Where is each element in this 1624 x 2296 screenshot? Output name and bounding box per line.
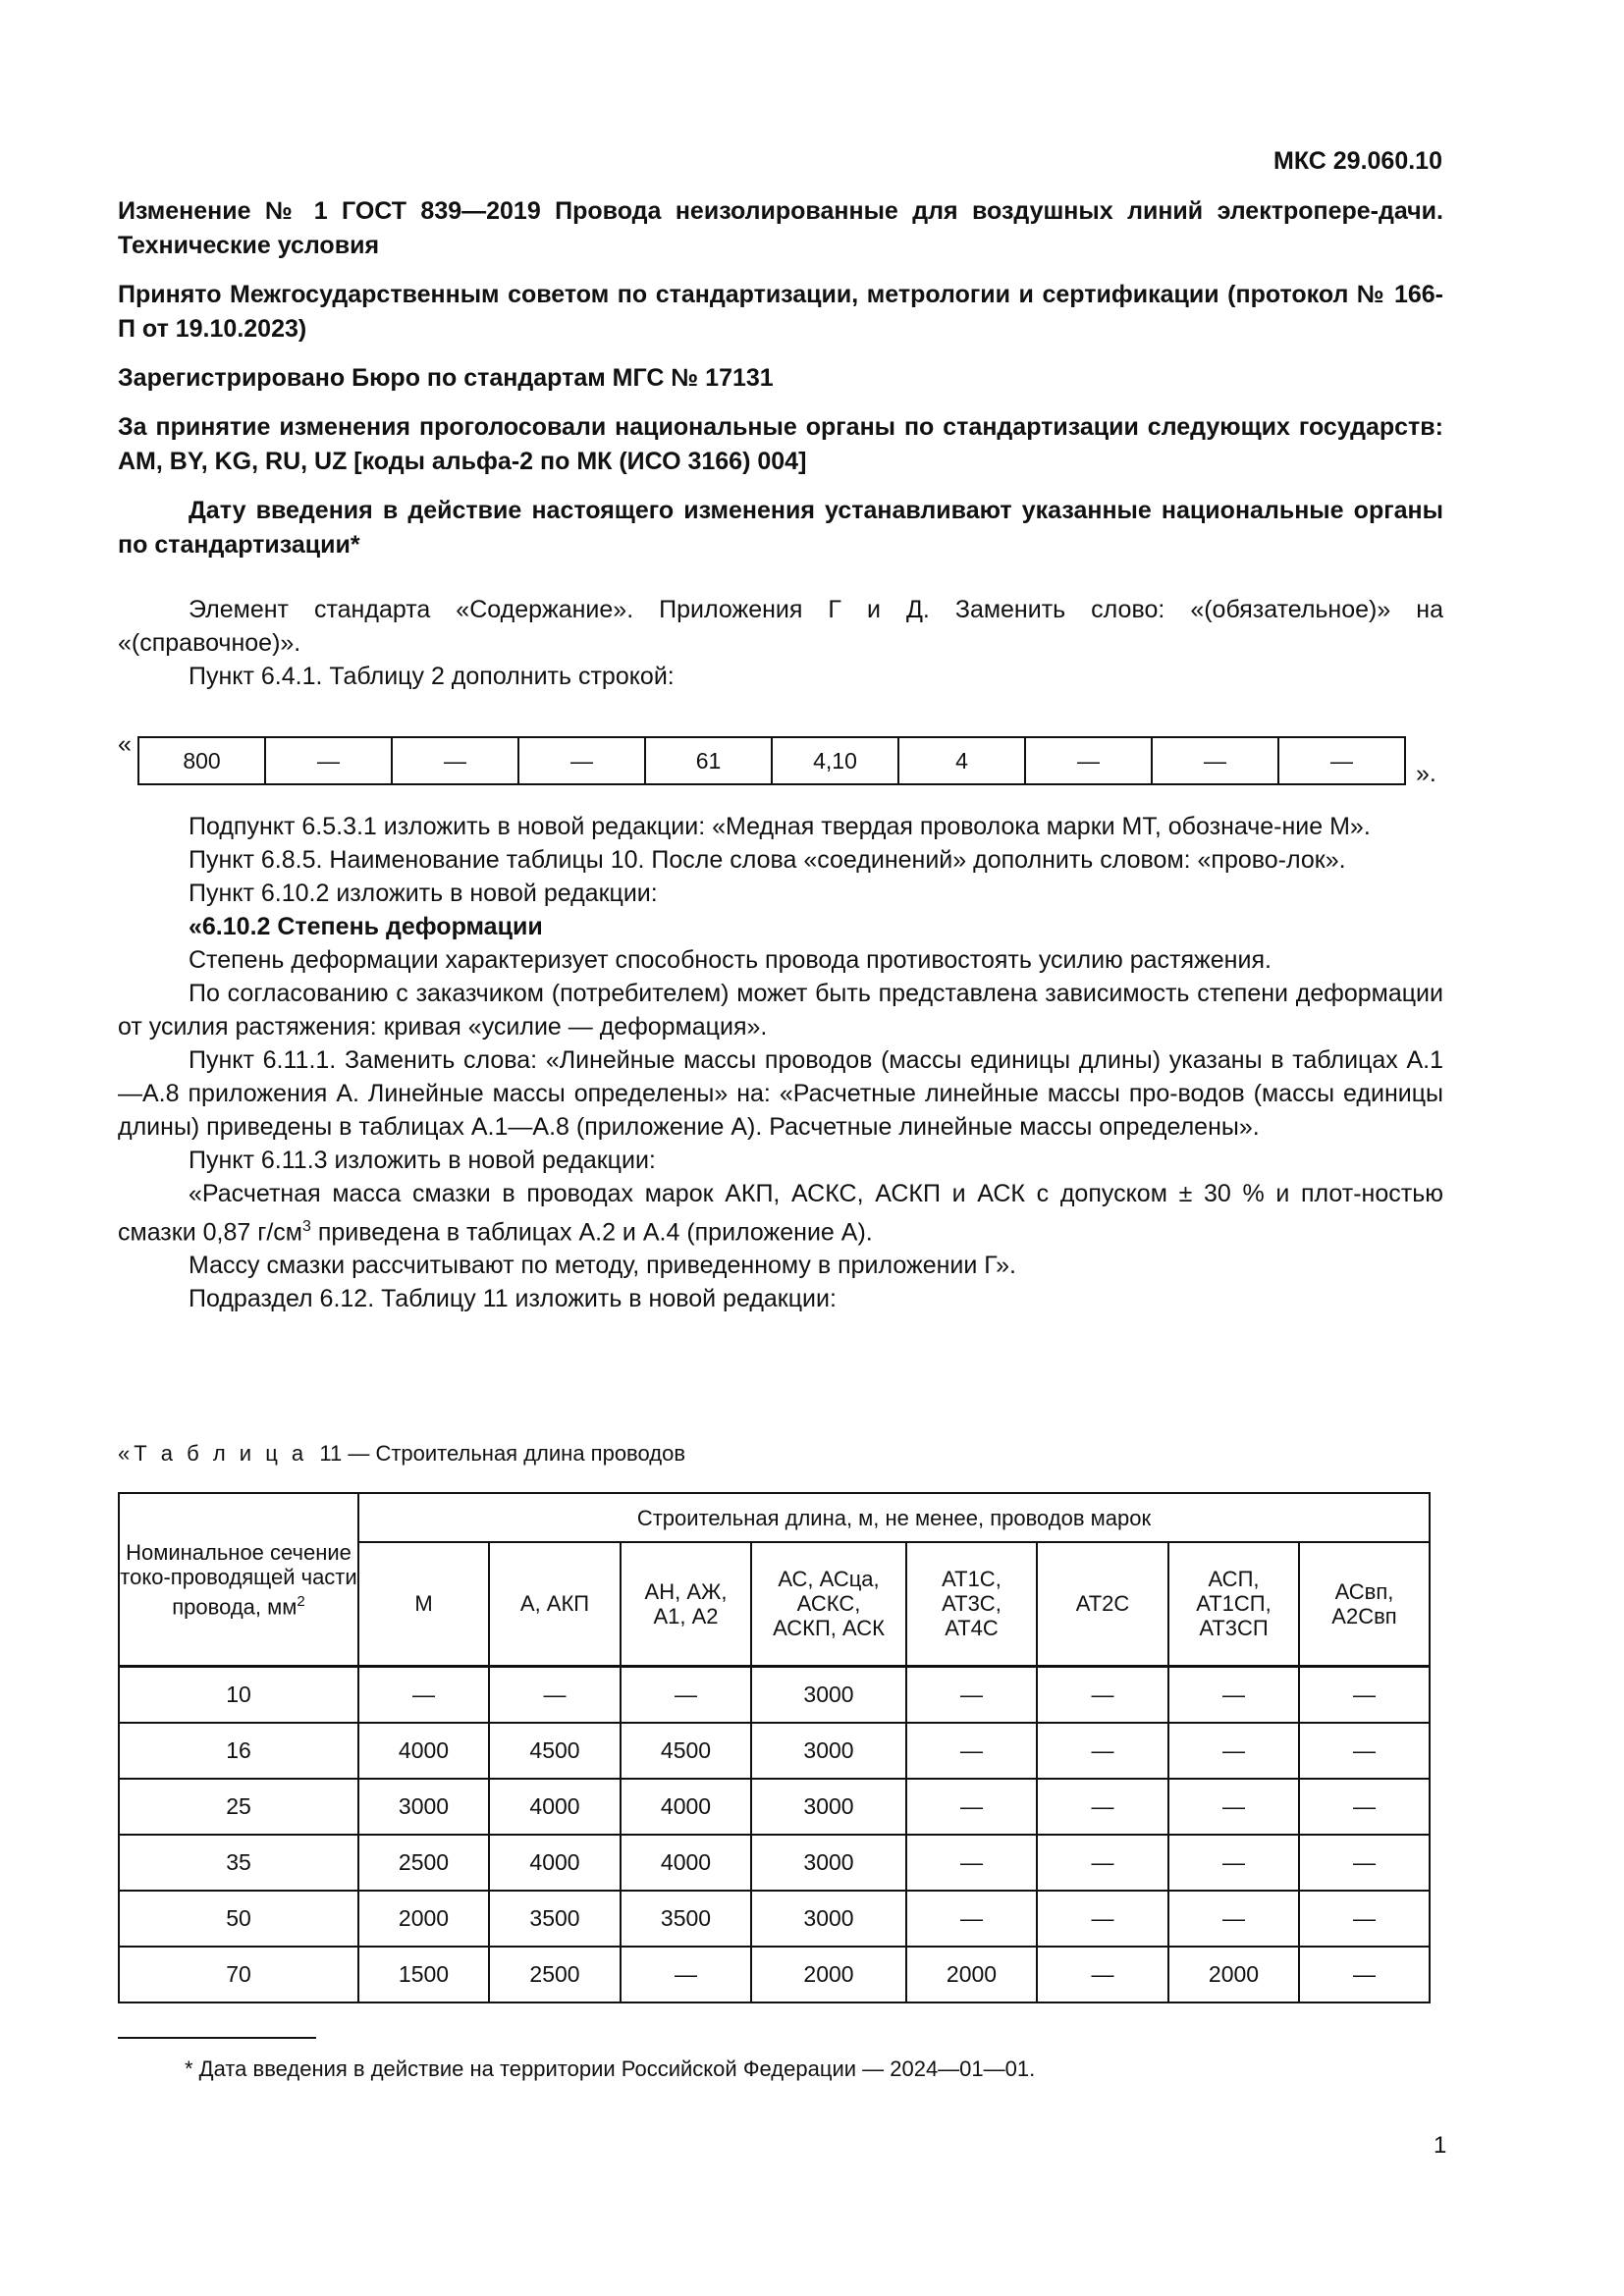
table-header-cell: АТ2С [1037,1542,1168,1666]
caption-text: 11 — Строительная длина проводов [307,1441,686,1466]
table-cell: — [1168,1666,1299,1723]
table-cell: — [1037,1891,1168,1947]
paragraph: Элемент стандарта «Содержание». Приложения Г и Д. Заменить слово: «(обязательное)» на «(справочное)». [118,596,1443,657]
table-cell: — [489,1666,621,1723]
table-cell: 2500 [489,1947,621,2002]
table-caption [118,1441,685,1467]
paragraph: Подраздел 6.12. Таблицу 11 изложить в новой редакции: [189,1285,837,1313]
table-row [119,1835,1430,1891]
table-cell: 3000 [751,1666,906,1723]
table-cell: 10 [119,1666,358,1723]
table-row [138,737,1405,784]
amendment-title: Изменение № 1 ГОСТ 839—2019 Провода неизолированные для воздушных линий электропере-дачи. Технические условия [118,197,1443,259]
body-block-2 [118,810,1443,1315]
table-row [119,1723,1430,1779]
table-header-cell: АСвп, А2Свп [1299,1542,1430,1666]
table-cell: — [621,1666,751,1723]
table-cell: 4500 [489,1723,621,1779]
table-cell: — [906,1891,1037,1947]
table-header-cell: АСП, АТ1СП, АТ3СП [1168,1542,1299,1666]
table-cell: 4000 [489,1835,621,1891]
effective-date-text: Дату введения в действие настоящего изменения устанавливают указанные национальные органы по стандартизации* [118,497,1443,559]
quote-mark: « [189,913,202,940]
paragraph-text: «Расчетная масса смазки в проводах марок АКП, АСКС, АСКП и АСК с допуском ± 30 % и плот-ностью смазки 0,87 г/см [118,1180,1443,1247]
table-group-header: Строительная длина, м, не менее, проводов марок [358,1493,1430,1542]
footnote-divider [118,2037,316,2039]
table-header-cell: АТ1С, АТ3С, АТ4С [906,1542,1037,1666]
paragraph: Пункт 6.4.1. Таблицу 2 дополнить строкой: [189,663,675,690]
table-cell: — [1299,1947,1430,2002]
table-row [119,1947,1430,2002]
header-text: Номинальное сечение токо-проводящей части провода, мм [120,1539,357,1619]
table-cell: 800 [138,737,265,784]
table-cell: — [1299,1723,1430,1779]
table-cell: — [1037,1723,1168,1779]
table-cell: — [1037,1947,1168,2002]
table-body [119,1666,1430,2002]
table-cell: 4000 [621,1835,751,1891]
table-cell: — [1278,737,1405,784]
paragraph: Пункт 6.11.3 изложить в новой редакции: [189,1147,656,1174]
table-cell: 2000 [1168,1947,1299,2002]
table-cell: — [1299,1891,1430,1947]
table-cell: — [358,1666,489,1723]
table-cell: — [1299,1835,1430,1891]
table-cell: 2000 [906,1947,1037,2002]
table-cell: — [1168,1891,1299,1947]
table-header-cell: М [358,1542,489,1666]
table-cell: — [1152,737,1278,784]
table-cell: 3000 [751,1723,906,1779]
table-cell: — [392,737,518,784]
table-cell: 3000 [751,1835,906,1891]
table-cell: 35 [119,1835,358,1891]
table-cell: 50 [119,1891,358,1947]
table-cell: 2000 [358,1891,489,1947]
table-cell: — [1168,1723,1299,1779]
table-cell: — [906,1835,1037,1891]
table-header-cell [119,1493,358,1666]
table-cell: 25 [119,1779,358,1835]
table-cell: 1500 [358,1947,489,2002]
table-cell: 3000 [751,1891,906,1947]
mks-code: МКС 29.060.10 [1273,147,1442,175]
paragraph: По согласованию с заказчиком (потребителем) может быть представлена зависимость степени деформации от усилия растяжения: кривая «усилие — деформация». [118,980,1443,1041]
table-cell: 2000 [751,1947,906,2002]
body-block-1 [118,593,1443,693]
registered-text: Зарегистрировано Бюро по стандартам МГС № 17131 [118,364,774,392]
table-cell: 4 [898,737,1025,784]
quote-close: ». [1416,760,1436,787]
table-header-cell: А, АКП [489,1542,621,1666]
table-cell: — [1168,1835,1299,1891]
superscript: 3 [301,1218,311,1235]
table-cell: — [1299,1779,1430,1835]
table-cell: 3500 [489,1891,621,1947]
table-cell: 61 [645,737,772,784]
table-header-cell: АС, АСца, АСКС, АСКП, АСК [751,1542,906,1666]
table-cell: — [906,1723,1037,1779]
table-cell: 2500 [358,1835,489,1891]
paragraph: Подпункт 6.5.3.1 изложить в новой редакции: «Медная твердая проволока марки МТ, обозначе-ние М». [189,813,1371,840]
paragraph: Пункт 6.11.1. Заменить слова: «Линейные массы проводов (массы единицы длины) указаны в таблицах А.1—А.8 приложения А. Линейные массы определены» на: «Расчетные линейные массы про-водов (массы единицы длины) приведены в таблицах А.1—А.8 (приложение А). Расчетные линейные массы определены». [118,1046,1443,1141]
paragraph-text: приведена в таблицах А.2 и А.4 (приложение А). [310,1218,873,1247]
superscript: 2 [297,1592,305,1610]
table-cell: — [1168,1779,1299,1835]
table-cell: 3000 [751,1779,906,1835]
quote-open: « [118,730,132,758]
table-cell: 3000 [358,1779,489,1835]
table-cell: — [1025,737,1152,784]
table-cell: 4000 [489,1779,621,1835]
caption-prefix: «Т а б л и ц а [118,1441,308,1466]
table-cell: — [1037,1779,1168,1835]
footnote: * Дата введения в действие на территории Российской Федерации — 2024—01—01. [185,2056,1036,2081]
table-header-cell: АН, АЖ, А1, А2 [621,1542,751,1666]
paragraph: Массу смазки рассчитывают по методу, приведенному в приложении Г». [189,1252,1016,1280]
adopted-text: Принято Межгосударственным советом по стандартизации, метрологии и сертификации (протокол № 166-П от 19.10.2023) [118,281,1443,343]
table-cell: — [621,1947,751,2002]
voted-text: За принятие изменения проголосовали национальные органы по стандартизации следующих государств: AM, BY, KG, RU, UZ [коды альфа-2 по МК (ИСО 3166) 004] [118,413,1443,475]
table-cell: — [1299,1666,1430,1723]
table-cell: 4000 [621,1779,751,1835]
paragraph: Пункт 6.10.2 изложить в новой редакции: [189,880,658,907]
table-cell: 70 [119,1947,358,2002]
inserted-row-table [137,736,1406,785]
table-row [119,1779,1430,1835]
table-row [119,1891,1430,1947]
table-cell: 16 [119,1723,358,1779]
table-header-row [119,1493,1430,1542]
table-row [119,1666,1430,1723]
table-cell: — [906,1779,1037,1835]
table-cell: — [1037,1666,1168,1723]
section-heading [118,910,1443,943]
table-cell: — [518,737,645,784]
section-heading-text: 6.10.2 Степень деформации [201,913,543,940]
page-number: 1 [1434,2132,1447,2159]
paragraph: Степень деформации характеризует способность провода противостоять усилию растяжения. [189,946,1272,974]
table-cell: — [906,1666,1037,1723]
paragraph: Пункт 6.8.5. Наименование таблицы 10. После слова «соединений» дополнить словом: «прово-лок». [189,846,1346,874]
table-cell: — [1037,1835,1168,1891]
table-cell: 3500 [621,1891,751,1947]
table-cell: — [265,737,392,784]
table-cell: 4,10 [772,737,898,784]
table-cell: 4000 [358,1723,489,1779]
table-11 [118,1492,1431,2003]
paragraph [118,1177,1443,1249]
table-cell: 4500 [621,1723,751,1779]
